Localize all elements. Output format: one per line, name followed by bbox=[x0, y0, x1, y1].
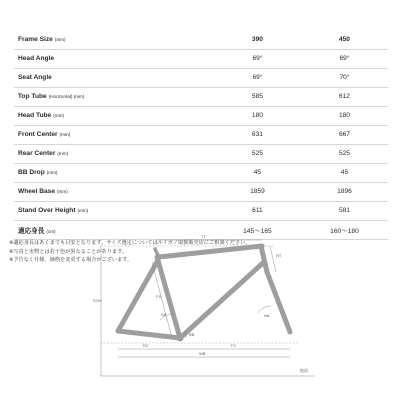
ht-label: HT bbox=[276, 253, 282, 258]
value-size-390: 45 bbox=[253, 169, 262, 176]
value-size-390: 180 bbox=[251, 112, 263, 119]
row-label-text: Wheel Base bbox=[18, 188, 56, 195]
head-tube bbox=[261, 246, 267, 272]
soh-label: SOH bbox=[93, 298, 102, 303]
value-size-450: 69° bbox=[339, 55, 350, 62]
bike-frame bbox=[118, 246, 290, 338]
row-label-text: Seat Angle bbox=[18, 74, 52, 81]
value-size-390: 69° bbox=[252, 74, 263, 81]
value-size-450: 70° bbox=[339, 74, 350, 81]
value-size-450: 581 bbox=[338, 207, 350, 214]
down-tube bbox=[180, 262, 264, 338]
row-label-text: Head Angle bbox=[18, 55, 55, 62]
value-size-390: 631 bbox=[251, 131, 263, 138]
row-label-unit: (Horizontal) (mm) bbox=[48, 94, 85, 99]
row-label-text: Top Tube bbox=[18, 93, 47, 100]
value-size-390: 611 bbox=[252, 207, 263, 214]
value-size-450: 180 bbox=[338, 112, 350, 119]
fc-label: FC bbox=[231, 343, 237, 348]
row-label-text: Stand Over Height bbox=[18, 207, 76, 214]
chain-stay bbox=[118, 331, 180, 338]
ground-label: 地面 bbox=[300, 368, 308, 373]
row-label-unit: (mm) bbox=[53, 113, 64, 118]
row-label-unit: (mm) bbox=[57, 189, 68, 194]
value-size-450: 1896 bbox=[337, 188, 352, 195]
ht-dim-line bbox=[270, 246, 276, 272]
ha-label: HA bbox=[264, 313, 270, 318]
seat-stay bbox=[118, 262, 157, 331]
value-size-450: 45 bbox=[340, 169, 349, 176]
value-size-450: 160～180 bbox=[330, 227, 359, 235]
row-label-text: 適応身長 bbox=[18, 227, 45, 235]
front-dropout bbox=[288, 330, 292, 334]
size-450-header: 450 bbox=[338, 35, 350, 43]
wb-label: WB bbox=[199, 351, 206, 356]
note-color: ※写真と実物とは若干色が異なることがあります。 bbox=[9, 248, 128, 255]
sa-label: SA bbox=[161, 312, 167, 317]
size-390-header: 390 bbox=[251, 35, 263, 43]
ha-arc bbox=[258, 306, 271, 313]
row-label-text: BB Drop bbox=[18, 169, 45, 176]
row-label-unit: (mm) bbox=[59, 132, 71, 137]
bottom-bracket bbox=[177, 335, 184, 342]
row-label-text: Head Tube bbox=[18, 112, 52, 119]
fs-label: FS bbox=[156, 294, 162, 299]
value-size-390: 525 bbox=[251, 150, 263, 157]
tt-label: TT bbox=[201, 234, 206, 239]
fork bbox=[267, 272, 290, 332]
frame-size-unit: (mm) bbox=[54, 36, 66, 42]
row-label-unit: (cm) bbox=[46, 228, 56, 234]
row-label-text: Front Center bbox=[18, 131, 58, 138]
note-fit-height: ※適応身長はあくまでも目安となります。サイズ選定についてはルイガノ取扱販売店にご相談ください。 bbox=[9, 240, 251, 246]
rear-dropout bbox=[116, 329, 120, 333]
bb-label: BB bbox=[189, 332, 195, 337]
value-size-450: 525 bbox=[338, 150, 350, 157]
note-spec-change: ※予告なく仕様、価格を変更する場合がございます。 bbox=[9, 257, 133, 264]
row-label-unit: (mm) bbox=[46, 170, 58, 175]
value-size-390: 585 bbox=[251, 93, 263, 100]
value-size-390: 1859 bbox=[250, 188, 265, 195]
row-label-unit: (mm) bbox=[57, 151, 69, 156]
value-size-450: 667 bbox=[338, 131, 350, 138]
top-tube bbox=[159, 246, 262, 257]
value-size-390: 69° bbox=[252, 55, 263, 62]
row-label-text: Rear Center bbox=[18, 150, 56, 157]
rc-label: RC bbox=[143, 343, 149, 348]
value-size-450: 612 bbox=[338, 93, 350, 100]
frame-size-text: Frame Size bbox=[18, 35, 53, 43]
row-label-unit: (mm) bbox=[77, 208, 89, 213]
value-size-390: 145～165 bbox=[243, 227, 272, 235]
